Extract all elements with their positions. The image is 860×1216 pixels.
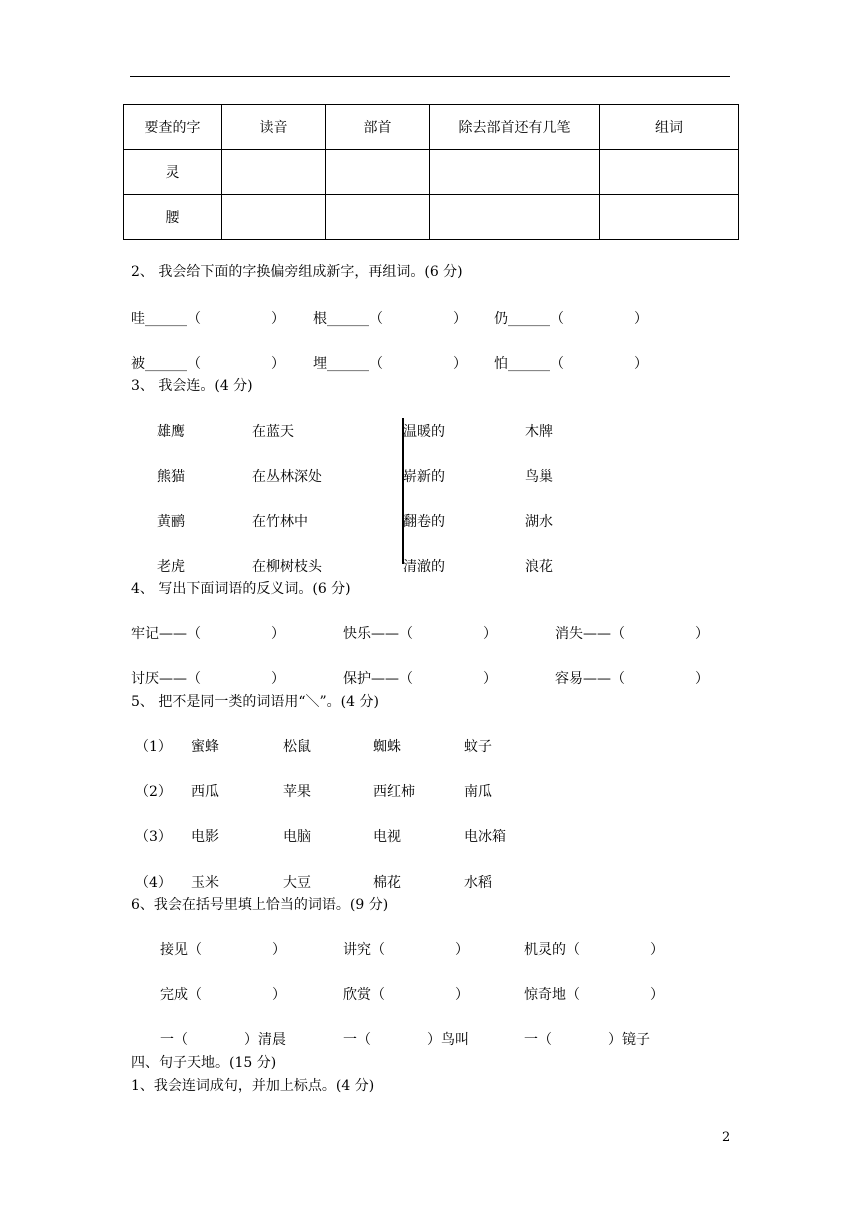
table-header-cell: 要查的字 <box>124 105 222 150</box>
q2-item[interactable]: 埋______（ ） <box>313 356 467 372</box>
q4-item[interactable]: 容易——（ ） <box>555 671 709 687</box>
q2-item[interactable]: 哇______（ ） <box>131 311 285 327</box>
table-cell-blank[interactable] <box>326 150 430 195</box>
q3-place[interactable]: 在蓝天 <box>252 424 294 440</box>
q6-item[interactable]: 一（ ）镜子 <box>524 1032 650 1048</box>
table-cell-blank[interactable] <box>326 195 430 240</box>
q5-word[interactable]: 蜘蛛 <box>373 739 401 755</box>
q3-noun[interactable]: 湖水 <box>525 514 553 530</box>
table-header-cell: 部首 <box>326 105 430 150</box>
q3-adjective[interactable]: 温暖的 <box>403 424 445 440</box>
q6-item[interactable]: 接见（ ） <box>160 942 286 958</box>
table-cell-blank[interactable] <box>430 195 600 240</box>
q4-item[interactable]: 保护——（ ） <box>343 671 497 687</box>
q4-item[interactable]: 讨厌——（ ） <box>131 671 285 687</box>
q5-word[interactable]: 南瓜 <box>464 784 492 800</box>
q5-word[interactable]: 西红柿 <box>373 784 415 800</box>
table-cell-char: 灵 <box>124 150 222 195</box>
q2-item[interactable]: 根______（ ） <box>313 311 467 327</box>
table-cell-blank[interactable] <box>222 195 326 240</box>
q5-word[interactable]: 电影 <box>191 829 219 845</box>
q5-word[interactable]: 水稻 <box>464 875 492 891</box>
q3-animal[interactable]: 黄鹂 <box>157 514 185 530</box>
q6-item[interactable]: 欣赏（ ） <box>343 987 469 1003</box>
q5-word[interactable]: 松鼠 <box>283 739 311 755</box>
table-header-row <box>124 105 739 150</box>
q5-word[interactable]: 蜜蜂 <box>191 739 219 755</box>
q3-animal[interactable]: 熊猫 <box>157 469 185 485</box>
q5-row-number: （4） <box>135 875 172 891</box>
q3-animal[interactable]: 老虎 <box>157 559 185 575</box>
q5-word[interactable]: 电脑 <box>283 829 311 845</box>
dictionary-lookup-table <box>123 104 739 240</box>
q3-place[interactable]: 在丛林深处 <box>252 469 322 485</box>
q5-word[interactable]: 电视 <box>373 829 401 845</box>
q3-adjective[interactable]: 翻卷的 <box>403 514 445 530</box>
q4-item[interactable]: 牢记——（ ） <box>131 626 285 642</box>
q3-title: 3、 我会连。(4 分) <box>131 378 253 394</box>
q6-item[interactable]: 惊奇地（ ） <box>524 987 664 1003</box>
q2-item[interactable]: 被______（ ） <box>131 356 285 372</box>
q3-noun[interactable]: 木牌 <box>525 424 553 440</box>
table-cell-blank[interactable] <box>600 195 739 240</box>
q5-word[interactable]: 蚊子 <box>464 739 492 755</box>
table-cell-blank[interactable] <box>430 150 600 195</box>
q5-word[interactable]: 玉米 <box>191 875 219 891</box>
q6-item[interactable]: 一（ ）清晨 <box>160 1032 286 1048</box>
q3-divider-line <box>402 418 404 564</box>
header-rule <box>130 76 730 77</box>
page-number: 2 <box>722 1130 731 1145</box>
q5-word[interactable]: 大豆 <box>283 875 311 891</box>
q6-item[interactable]: 机灵的（ ） <box>524 942 664 958</box>
q5-word[interactable]: 电冰箱 <box>464 829 506 845</box>
q5-word[interactable]: 西瓜 <box>191 784 219 800</box>
q5-word[interactable]: 苹果 <box>283 784 311 800</box>
q5-row-number: （2） <box>135 784 172 800</box>
section-four-title: 四、句子天地。(15 分) <box>131 1055 277 1071</box>
q6-title: 6、我会在括号里填上恰当的词语。(9 分) <box>131 897 389 913</box>
q3-adjective[interactable]: 清澈的 <box>403 559 445 575</box>
q5-row-number: （1） <box>135 739 172 755</box>
section-four-q1-title: 1、我会连词成句，并加上标点。(4 分) <box>131 1078 375 1094</box>
q3-noun[interactable]: 浪花 <box>525 559 553 575</box>
table-header-cell: 除去部首还有几笔 <box>430 105 600 150</box>
q3-noun[interactable]: 鸟巢 <box>525 469 553 485</box>
q3-place[interactable]: 在竹林中 <box>252 514 308 530</box>
q6-item[interactable]: 一（ ）鸟叫 <box>343 1032 469 1048</box>
q5-title: 5、 把不是同一类的词语用“＼”。(4 分) <box>131 694 379 710</box>
q4-title: 4、 写出下面词语的反义词。(6 分) <box>131 581 351 597</box>
table-cell-blank[interactable] <box>222 150 326 195</box>
table-row <box>124 150 739 195</box>
q2-item[interactable]: 怕______（ ） <box>494 356 648 372</box>
table-row <box>124 195 739 240</box>
table-cell-blank[interactable] <box>600 150 739 195</box>
q2-item[interactable]: 仍______（ ） <box>494 311 648 327</box>
q2-title: 2、 我会给下面的字换偏旁组成新字，再组词。(6 分) <box>131 264 463 280</box>
q4-item[interactable]: 消失——（ ） <box>555 626 709 642</box>
table-header-cell: 读音 <box>222 105 326 150</box>
q4-item[interactable]: 快乐——（ ） <box>343 626 497 642</box>
q5-word[interactable]: 棉花 <box>373 875 401 891</box>
q5-row-number: （3） <box>135 829 172 845</box>
q3-animal[interactable]: 雄鹰 <box>157 424 185 440</box>
q3-adjective[interactable]: 崭新的 <box>403 469 445 485</box>
table-cell-char: 腰 <box>124 195 222 240</box>
q3-place[interactable]: 在柳树枝头 <box>252 559 322 575</box>
q6-item[interactable]: 讲究（ ） <box>343 942 469 958</box>
q6-item[interactable]: 完成（ ） <box>160 987 286 1003</box>
table-header-cell: 组词 <box>600 105 739 150</box>
